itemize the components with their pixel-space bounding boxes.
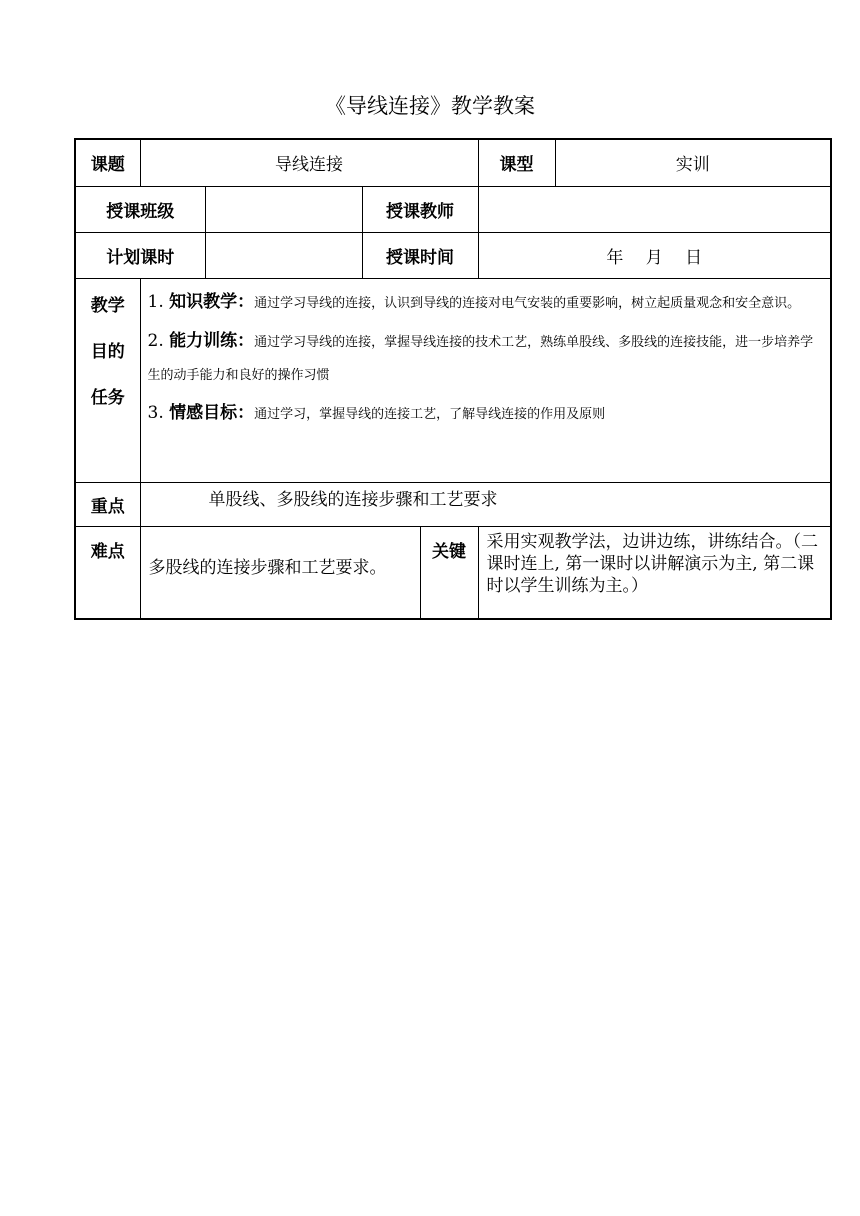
row-difficulty-key <box>75 526 831 619</box>
course-title-label: 课题 <box>75 139 140 186</box>
difficulty-label: 难点 <box>75 526 140 619</box>
teacher-value <box>478 186 831 232</box>
course-type-value: 实训 <box>555 139 831 186</box>
objective-item <box>148 398 825 431</box>
objective-text: 通过学习，掌握导线的连接工艺，了解导线连接的作用及原则 <box>254 406 606 422</box>
objectives-label-line: 目的 <box>90 341 125 362</box>
objective-label: 情感目标： <box>169 402 255 423</box>
objective-label: 知识教学： <box>169 291 255 312</box>
row-focus <box>75 482 831 526</box>
class-value <box>205 186 362 232</box>
row-objectives <box>75 278 831 482</box>
objectives-label <box>75 278 140 482</box>
objective-number: 3. <box>147 402 170 423</box>
row-hours-time <box>75 232 831 278</box>
objectives-label-line: 任务 <box>90 387 125 408</box>
objective-text: 通过学习导线的连接，认识到导线的连接对电气安装的重要影响，树立起质量观念和安全意识。 <box>254 295 801 311</box>
focus-value: 单股线、多股线的连接步骤和工艺要求 <box>140 482 831 526</box>
planned-hours-value <box>205 232 362 278</box>
objectives-content <box>140 278 831 482</box>
difficulty-value: 多股线的连接步骤和工艺要求。 <box>140 526 420 619</box>
key-value: 采用实观教学法，边讲边练，讲练结合。（二课时连上, 第一课时以讲解演示为主, 第二课时以学生训练为主。） <box>478 526 831 619</box>
row-course <box>75 139 831 186</box>
time-value: 年 月 日 <box>478 232 831 278</box>
planned-hours-label: 计划课时 <box>75 232 205 278</box>
course-type-label: 课型 <box>478 139 555 186</box>
objectives-label-line: 教学 <box>90 295 125 316</box>
time-label: 授课时间 <box>362 232 478 278</box>
focus-label: 重点 <box>75 482 140 526</box>
document-title: 《导线连接》教学教案 <box>325 94 535 118</box>
objective-number: 2. <box>147 330 170 351</box>
objective-item <box>148 326 825 392</box>
objective-text: 通过学习导线的连接，掌握导线连接的技术工艺，熟练单股线、多股线的连接技能，进一步培养学生的动手能力和良好的操作习惯 <box>147 334 814 383</box>
row-class-teacher <box>75 186 831 232</box>
teacher-label: 授课教师 <box>362 186 478 232</box>
objective-label: 能力训练： <box>169 330 255 351</box>
objective-item <box>148 287 825 320</box>
objective-number: 1. <box>147 291 170 312</box>
class-label: 授课班级 <box>75 186 205 232</box>
course-title-value: 导线连接 <box>140 139 478 186</box>
lesson-plan-table <box>74 138 832 620</box>
key-label: 关键 <box>420 526 478 619</box>
